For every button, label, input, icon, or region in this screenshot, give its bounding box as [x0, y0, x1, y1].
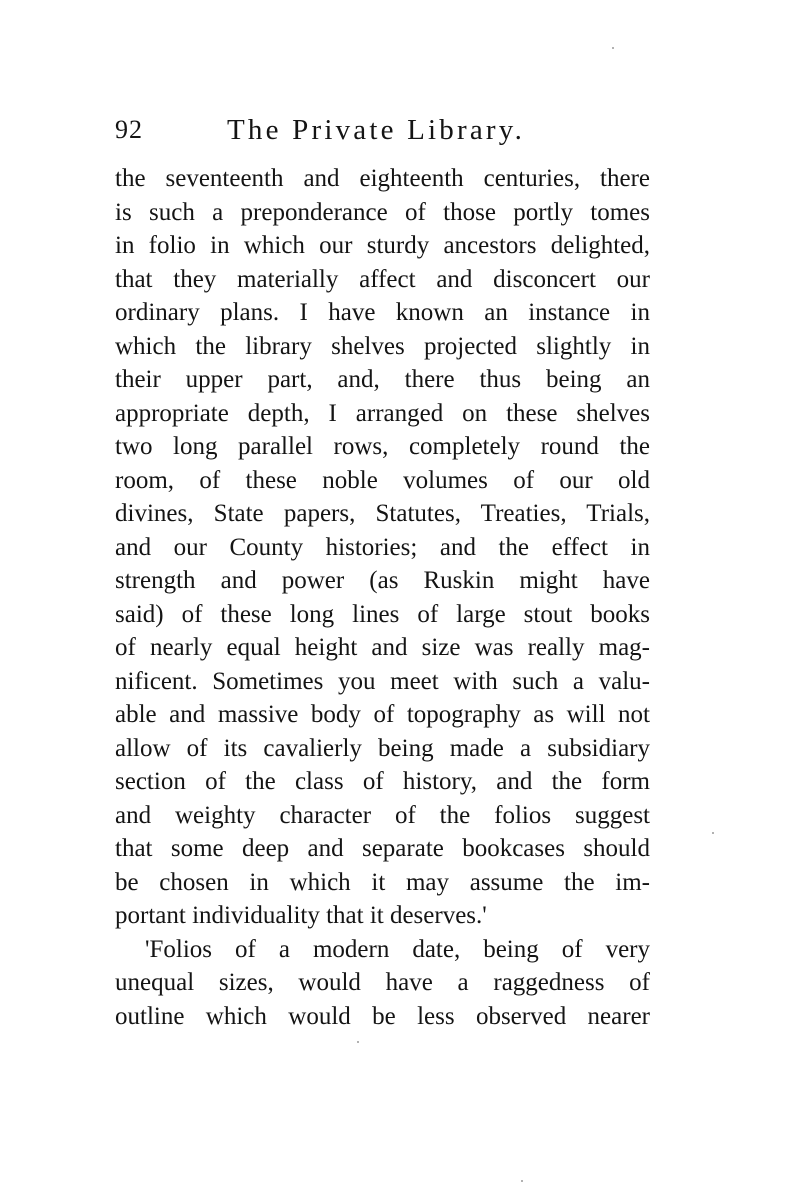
- paper-speck: [612, 47, 614, 49]
- text-line: 'Folios of a modern date, being of very: [145, 935, 650, 963]
- text-line: room, of these noble volumes of our old: [115, 466, 650, 494]
- text-line: is such a preponderance of those portly tomes: [115, 198, 650, 226]
- text-line: that some deep and separate bookcases should: [115, 835, 650, 862]
- text-line: section of the class of history, and the form: [115, 768, 650, 795]
- page-number: 92: [115, 115, 143, 144]
- text-line: be chosen in which it may assume the im-: [115, 868, 650, 896]
- paper-speck: [357, 1041, 359, 1043]
- text-line: of nearly equal height and size was really mag-: [115, 634, 650, 661]
- page-header: [115, 110, 675, 150]
- text-line: two long parallel rows, completely round the: [115, 433, 650, 460]
- text-line: allow of its cavalierly being made a subsidiary: [115, 734, 650, 762]
- text-line: outline which would be less observed nearer: [115, 1002, 650, 1030]
- text-line: which the library shelves projected slightly in: [115, 332, 650, 360]
- text-line: the seventeenth and eighteenth centuries, there: [115, 165, 650, 192]
- text-line: portant individuality that it deserves.': [115, 902, 487, 929]
- text-line: their upper part, and, there thus being an: [115, 366, 650, 393]
- paper-speck: [521, 1180, 523, 1182]
- text-line: unequal sizes, would have a raggedness of: [115, 969, 650, 996]
- text-line: nificent. Sometimes you meet with such a valu-: [115, 667, 650, 695]
- paper-speck: [712, 832, 714, 834]
- text-line: said) of these long lines of large stout books: [115, 600, 650, 628]
- text-line: appropriate depth, I arranged on these shelves: [115, 399, 650, 427]
- text-line: divines, State papers, Statutes, Treaties, Trials,: [115, 500, 650, 527]
- body-text: [115, 162, 650, 1033]
- text-line: that they materially affect and disconcert our: [115, 265, 650, 293]
- running-title: The Private Library.: [227, 114, 526, 146]
- text-line: and weighty character of the folios suggest: [115, 801, 650, 829]
- text-line: and our County histories; and the effect in: [115, 533, 650, 561]
- text-line: ordinary plans. I have known an instance in: [115, 299, 650, 326]
- text-line: in folio in which our sturdy ancestors delighted,: [115, 232, 650, 259]
- text-line: strength and power (as Ruskin might have: [115, 567, 650, 594]
- text-line: able and massive body of topography as will not: [115, 701, 650, 728]
